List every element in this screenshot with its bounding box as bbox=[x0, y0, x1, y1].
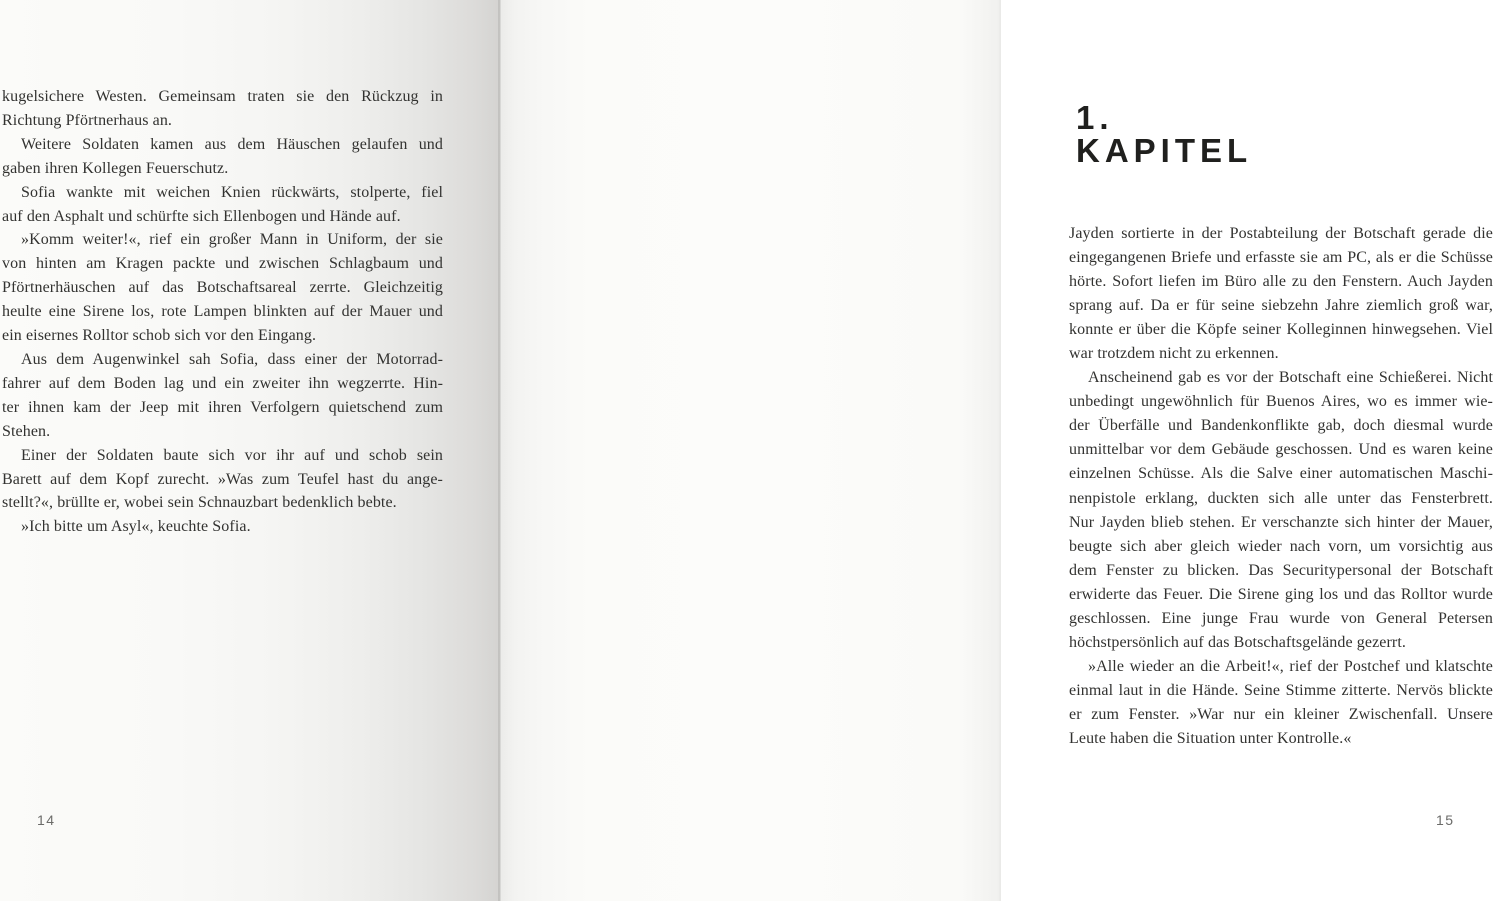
text-line: Weitere Soldaten kamen aus dem Häuschen gelaufen und bbox=[21, 135, 443, 153]
text-line: Pförtnerhäuschen auf das Botschaftsareal zerrte. Gleichzeitig bbox=[2, 279, 443, 297]
text-line: Nur Jayden blieb stehen. Er verschanzte sich hinter der Mauer, bbox=[1069, 513, 1493, 531]
text-line: Richtung Pförtnerhaus an. bbox=[2, 111, 173, 129]
text-line: hörte. Sofort liefen im Büro alle zu den Fenstern. Auch Jayden bbox=[1069, 273, 1493, 291]
text-line: auf den Asphalt und schürfte sich Ellenbogen und Hände auf. bbox=[2, 207, 401, 225]
text-line: Jayden sortierte in der Postabteilung der Botschaft gerade die bbox=[1069, 225, 1493, 242]
text-line: Sofia wankte mit weichen Knien rückwärts, stolperte, fiel bbox=[21, 183, 443, 201]
text-line: »Komm weiter!«, rief ein großer Mann in Uniform, der sie bbox=[21, 231, 443, 249]
text-line: heulte eine Sirene los, rote Lampen blinkten auf der Mauer und bbox=[2, 303, 443, 321]
text-line: kugelsichere Westen. Gemeinsam traten sie den Rückzug in bbox=[2, 88, 443, 105]
text-line: der Überfälle und Bandenkonflikte gab, doch diesmal wurde bbox=[1069, 417, 1493, 435]
right-page-text bbox=[1069, 222, 1493, 751]
text-line: unbedingt ungewöhnlich für Buenos Aires, wo es immer wie- bbox=[1069, 393, 1493, 411]
text-line: geschlossen. Eine junge Frau wurde von General Petersen bbox=[1069, 609, 1493, 627]
chapter-heading: 1. KAPITEL bbox=[1076, 99, 1253, 169]
paragraph bbox=[2, 228, 443, 348]
text-line: er zum Fenster. »War nur ein kleiner Zwischenfall. Unsere bbox=[1069, 705, 1493, 723]
text-line: erwiderte das Feuer. Die Sirene ging los und das Rolltor wurde bbox=[1069, 585, 1493, 603]
text-line: von hinten am Kragen packte und zwischen Schlagbaum und bbox=[2, 255, 443, 273]
paragraph bbox=[1069, 366, 1493, 655]
paragraph bbox=[1069, 222, 1493, 366]
text-line: eingegangenen Briefe und erfasste sie am PC, als er die Schüsse bbox=[1069, 249, 1493, 267]
left-page-text bbox=[2, 85, 443, 539]
paragraph bbox=[2, 85, 443, 133]
text-line: einzelnen Schüsse. Als die Salve einer automatischen Maschi- bbox=[1069, 465, 1493, 483]
text-line: gaben ihren Kollegen Feuerschutz. bbox=[2, 159, 229, 177]
page-number-right: 15 bbox=[1436, 812, 1455, 828]
text-line: Aus dem Augenwinkel sah Sofia, dass einer der Motorrad- bbox=[21, 350, 443, 368]
paragraph bbox=[2, 515, 443, 539]
text-line: nenpistole erklang, duckten sich alle unter das Fensterbrett. bbox=[1069, 489, 1493, 507]
text-line: einmal laut in die Hände. Seine Stimme zitterte. Nervös blickte bbox=[1069, 681, 1493, 699]
text-line: »Alle wieder an die Arbeit!«, rief der Postchef und klatschte bbox=[1088, 657, 1493, 675]
text-line: höchstpersönlich auf das Botschaftsgelände gezerrt. bbox=[1069, 633, 1406, 651]
text-line: sprang auf. Da er für seine siebzehn Jahre ziemlich groß war, bbox=[1069, 297, 1493, 315]
text-line: Leute haben die Situation unter Kontrolle.« bbox=[1069, 729, 1352, 747]
text-line: war trotzdem nicht zu erkennen. bbox=[1069, 345, 1279, 363]
text-line: fahrer auf dem Boden lag und ein zweiter ihn wegzerrte. Hin- bbox=[2, 374, 443, 392]
paragraph bbox=[2, 348, 443, 444]
paragraph bbox=[1069, 655, 1493, 751]
text-line: unmittelbar vor dem Gebäude geschossen. Und es waren keine bbox=[1069, 441, 1493, 459]
text-line: dem Fenster zu blicken. Das Securitypersonal der Botschaft bbox=[1069, 561, 1493, 579]
text-line: »Ich bitte um Asyl«, keuchte Sofia. bbox=[21, 518, 251, 536]
gutter-shadow bbox=[498, 0, 501, 901]
text-line: stellt?«, brüllte er, wobei sein Schnauzbart bedenklich bebte. bbox=[2, 494, 397, 512]
text-line: Anscheinend gab es vor der Botschaft eine Schießerei. Nicht bbox=[1088, 369, 1493, 387]
paragraph bbox=[2, 133, 443, 181]
left-page bbox=[0, 0, 500, 901]
text-line: ein eisernes Rolltor schob sich vor den Eingang. bbox=[2, 327, 317, 345]
text-line: Stehen. bbox=[2, 422, 51, 440]
text-line: ter ihnen kam der Jeep mit ihren Verfolgern quietschend zum bbox=[2, 398, 443, 416]
text-line: konnte er über die Köpfe seiner Kolleginnen hinwegsehen. Viel bbox=[1069, 321, 1493, 339]
text-line: beugte sich aber gleich wieder nach vorn, um vorsichtig aus bbox=[1069, 537, 1493, 555]
text-line: Barett auf dem Kopf zurecht. »Was zum Teufel hast du ange- bbox=[2, 470, 443, 488]
right-page bbox=[500, 0, 1493, 901]
paragraph bbox=[2, 444, 443, 516]
text-line: Einer der Soldaten baute sich vor ihr auf und schob sein bbox=[21, 446, 443, 464]
page-number-left: 14 bbox=[37, 812, 56, 828]
paragraph bbox=[2, 181, 443, 229]
